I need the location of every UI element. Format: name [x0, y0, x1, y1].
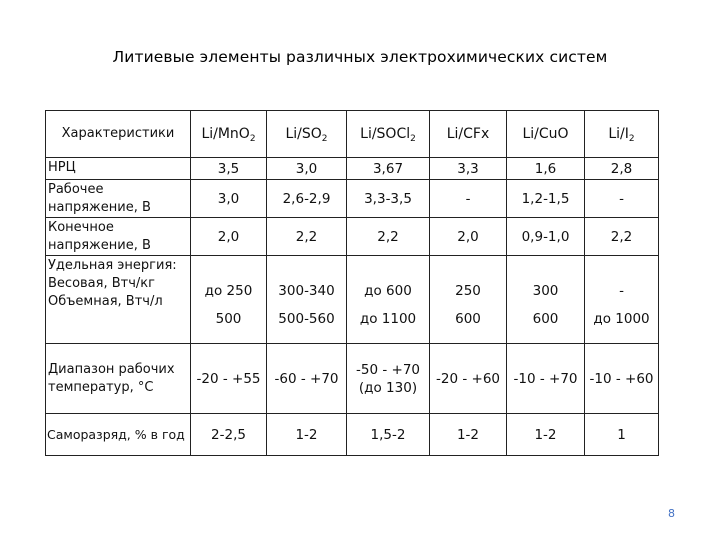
cell-weight-energy-5: 300 — [507, 256, 585, 304]
cell-volume-energy-1: 500 — [191, 304, 267, 344]
page-number: 8 — [668, 507, 675, 520]
cell-self-discharge-2: 1-2 — [267, 414, 347, 456]
cell-volume-energy-6: до 1000 — [585, 304, 659, 344]
cell-temp-range-6: -10 - +60 — [585, 344, 659, 414]
table-row-weight-energy — [46, 256, 659, 304]
cell-self-discharge-5: 1-2 — [507, 414, 585, 456]
cell-final-voltage-6: 2,2 — [585, 218, 659, 256]
cell-volume-energy-2: 500-560 — [267, 304, 347, 344]
cell-final-voltage-3: 2,2 — [347, 218, 430, 256]
cell-temp-range-2: -60 - +70 — [267, 344, 347, 414]
cell-nrc-1: 3,5 — [191, 158, 267, 180]
header-row — [46, 111, 659, 158]
cell-self-discharge-3: 1,5-2 — [347, 414, 430, 456]
cell-temp-range-1: -20 - +55 — [191, 344, 267, 414]
table-row-final-voltage — [46, 218, 659, 256]
row-label-nrc: НРЦ — [46, 158, 191, 180]
cell-working-voltage-1: 3,0 — [191, 180, 267, 218]
header-characteristics: Характеристики — [46, 111, 191, 158]
cell-nrc-5: 1,6 — [507, 158, 585, 180]
cell-temp-range-4: -20 - +60 — [430, 344, 507, 414]
cell-temp-range-3: -50 - +70 (до 130) — [347, 344, 430, 414]
cell-nrc-3: 3,67 — [347, 158, 430, 180]
cell-weight-energy-2: 300-340 — [267, 256, 347, 304]
row-label-final-voltage: Конечное напряжение, В — [46, 218, 191, 256]
header-system-3: Li/SOCl$_2$ — [347, 111, 430, 158]
header-system-2: $Li/SO_2$ — [267, 111, 347, 158]
table-row-self-discharge — [46, 414, 659, 456]
cell-final-voltage-4: 2,0 — [430, 218, 507, 256]
header-system-1: Li/MnO$_2$ — [191, 111, 267, 158]
header-system-6: $Li/I_2$ — [585, 111, 659, 158]
cell-working-voltage-5: 1,2-1,5 — [507, 180, 585, 218]
cell-final-voltage-2: 2,2 — [267, 218, 347, 256]
lithium-cells-table — [45, 110, 659, 456]
cell-nrc-6: 2,8 — [585, 158, 659, 180]
cell-working-voltage-4: - — [430, 180, 507, 218]
cell-working-voltage-3: 3,3-3,5 — [347, 180, 430, 218]
cell-volume-energy-5: 600 — [507, 304, 585, 344]
cell-weight-energy-3: до 600 — [347, 256, 430, 304]
cell-self-discharge-4: 1-2 — [430, 414, 507, 456]
cell-nrc-2: 3,0 — [267, 158, 347, 180]
page-title: Литиевые элементы различных электрохимических систем — [112, 48, 608, 66]
cell-working-voltage-6: - — [585, 180, 659, 218]
cell-self-discharge-6: 1 — [585, 414, 659, 456]
cell-weight-energy-4: 250 — [430, 256, 507, 304]
header-system-4: Li/CFx — [430, 111, 507, 158]
table-row-temp-range — [46, 344, 659, 414]
cell-weight-energy-6: - — [585, 256, 659, 304]
cell-weight-energy-1: до 250 — [191, 256, 267, 304]
row-label-working-voltage: Рабочее напряжение, В — [46, 180, 191, 218]
cell-temp-range-5: -10 - +70 — [507, 344, 585, 414]
cell-final-voltage-5: 0,9-1,0 — [507, 218, 585, 256]
row-label-temp-range: Диапазон рабочих температур, °С — [46, 344, 191, 414]
cell-nrc-4: 3,3 — [430, 158, 507, 180]
cell-working-voltage-2: 2,6-2,9 — [267, 180, 347, 218]
table-row-nrc — [46, 158, 659, 180]
row-label-specific-energy: Удельная энергия: Весовая, Втч/кг Объемная, Втч/л — [46, 256, 191, 344]
table-row-working-voltage — [46, 180, 659, 218]
cell-volume-energy-3: до 1100 — [347, 304, 430, 344]
cell-self-discharge-1: 2-2,5 — [191, 414, 267, 456]
row-label-self-discharge: Саморазряд, % в год — [46, 414, 191, 456]
cell-final-voltage-1: 2,0 — [191, 218, 267, 256]
header-system-5: Li/CuO — [507, 111, 585, 158]
cell-volume-energy-4: 600 — [430, 304, 507, 344]
